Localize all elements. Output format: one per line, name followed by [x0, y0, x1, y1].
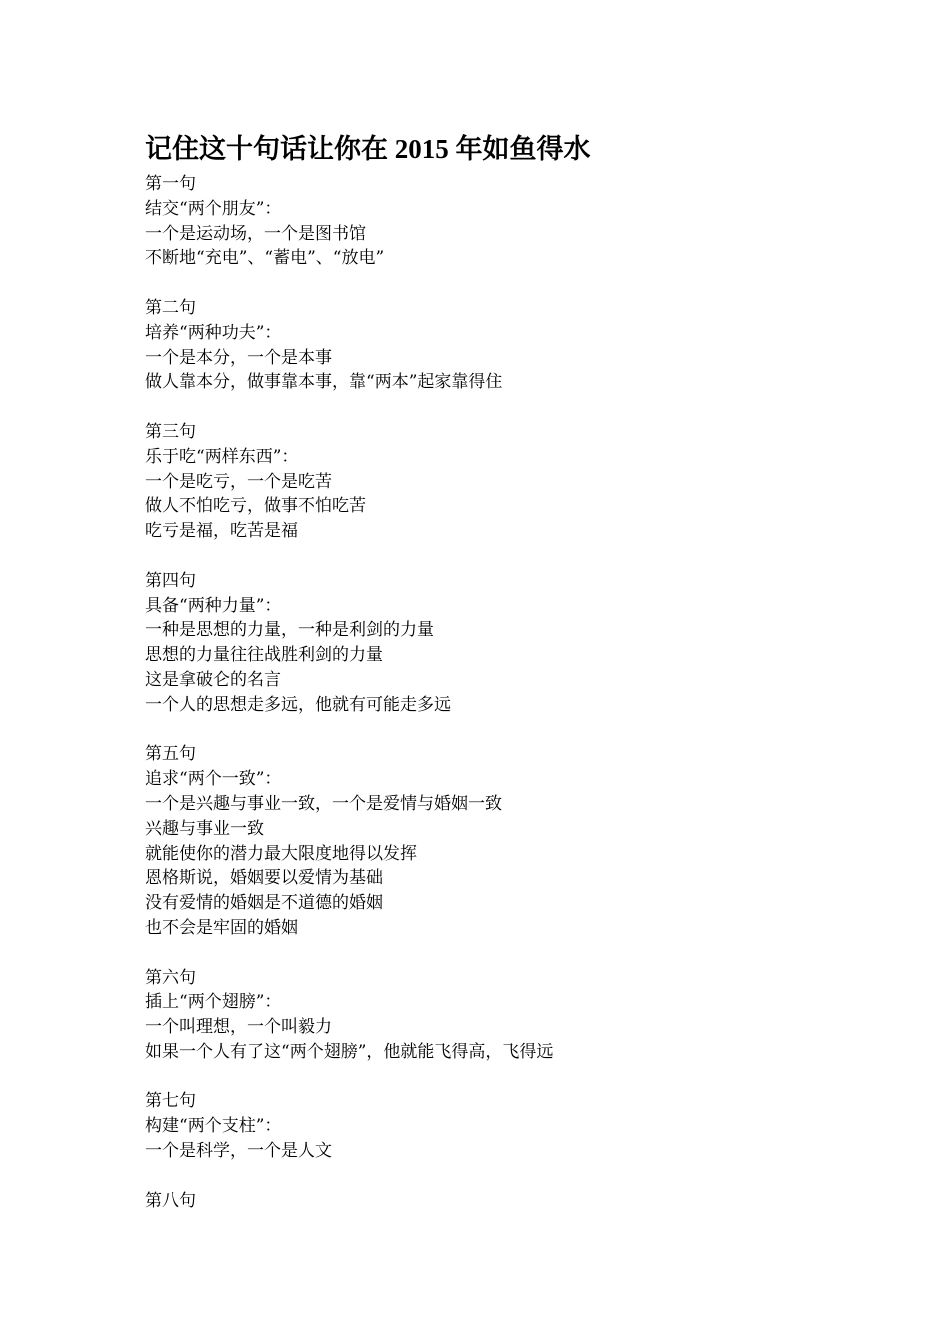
- section-heading: 第四句: [145, 570, 196, 591]
- document-title: 记住这十句话让你在 2015 年如鱼得水: [145, 134, 591, 164]
- section-line: 乐于吃“两样东西”：: [145, 446, 299, 467]
- section-heading: 第三句: [145, 421, 196, 442]
- section-line: 恩格斯说，婚姻要以爱情为基础: [145, 868, 383, 889]
- section-line: 兴趣与事业一致: [145, 818, 264, 839]
- section-line: 做人不怕吃亏，做事不怕吃苦: [145, 496, 366, 517]
- section-heading: 第八句: [145, 1190, 196, 1211]
- section-line: 不断地“充电”、“蓄电”、“放电”: [145, 248, 385, 269]
- blank-line: [145, 1065, 553, 1090]
- section-7: [145, 1089, 553, 1163]
- section-line: 追求“两个一致”：: [145, 769, 282, 790]
- document-body: [145, 172, 553, 1213]
- section-line: 一个是兴趣与事业一致，一个是爱情与婚姻一致: [145, 793, 502, 814]
- section-heading: 第一句: [145, 174, 196, 194]
- section-line: 就能使你的潜力最大限度地得以发挥: [145, 843, 417, 864]
- section-line: 一个是运动场，一个是图书馆: [145, 223, 366, 244]
- section-line: 没有爱情的婚姻是不道德的婚姻: [145, 893, 383, 914]
- section-line: 具备“两种力量”：: [145, 595, 282, 616]
- section-line: 如果一个人有了这“两个翅膀”，他就能飞得高，飞得远: [145, 1041, 554, 1062]
- section-6: [145, 966, 553, 1065]
- section-3: [145, 420, 553, 544]
- blank-line: [145, 941, 553, 966]
- section-heading: 第二句: [145, 297, 196, 318]
- section-line: 插上“两个翅膀”：: [145, 992, 282, 1013]
- section-line: 做人靠本分，做事靠本事，靠“两本”起家靠得住: [145, 372, 503, 393]
- blank-line: [145, 718, 553, 743]
- section-heading: 第五句: [145, 744, 196, 765]
- section-heading: 第六句: [145, 967, 196, 988]
- section-line: 一个叫理想，一个叫毅力: [145, 1017, 332, 1038]
- section-line: 结交“两个朋友”：: [145, 198, 282, 219]
- blank-line: [145, 395, 553, 420]
- section-heading: 第七句: [145, 1091, 196, 1112]
- section-5: [145, 742, 553, 940]
- section-line: 一种是思想的力量，一种是利剑的力量: [145, 620, 434, 641]
- blank-line: [145, 544, 553, 569]
- section-8: [145, 1189, 553, 1214]
- section-line: 培养“两种功夫”：: [145, 322, 282, 343]
- section-line: 也不会是牢固的婚姻: [145, 917, 298, 938]
- section-line: 一个是吃亏，一个是吃苦: [145, 471, 332, 492]
- blank-line: [145, 1164, 553, 1189]
- section-line: 思想的力量往往战胜利剑的力量: [145, 645, 383, 666]
- section-line: 一个是科学，一个是人文: [145, 1141, 332, 1162]
- section-1: [145, 172, 553, 271]
- section-line: 一个是本分，一个是本事: [145, 347, 332, 368]
- section-line: 一个人的思想走多远，他就有可能走多远: [145, 694, 451, 715]
- section-4: [145, 569, 553, 718]
- section-line: 构建“两个支柱”：: [145, 1116, 282, 1137]
- section-line: 吃亏是福，吃苦是福: [145, 521, 298, 542]
- section-line: 这是拿破仑的名言: [145, 669, 281, 690]
- section-2: [145, 296, 553, 395]
- blank-line: [145, 271, 553, 296]
